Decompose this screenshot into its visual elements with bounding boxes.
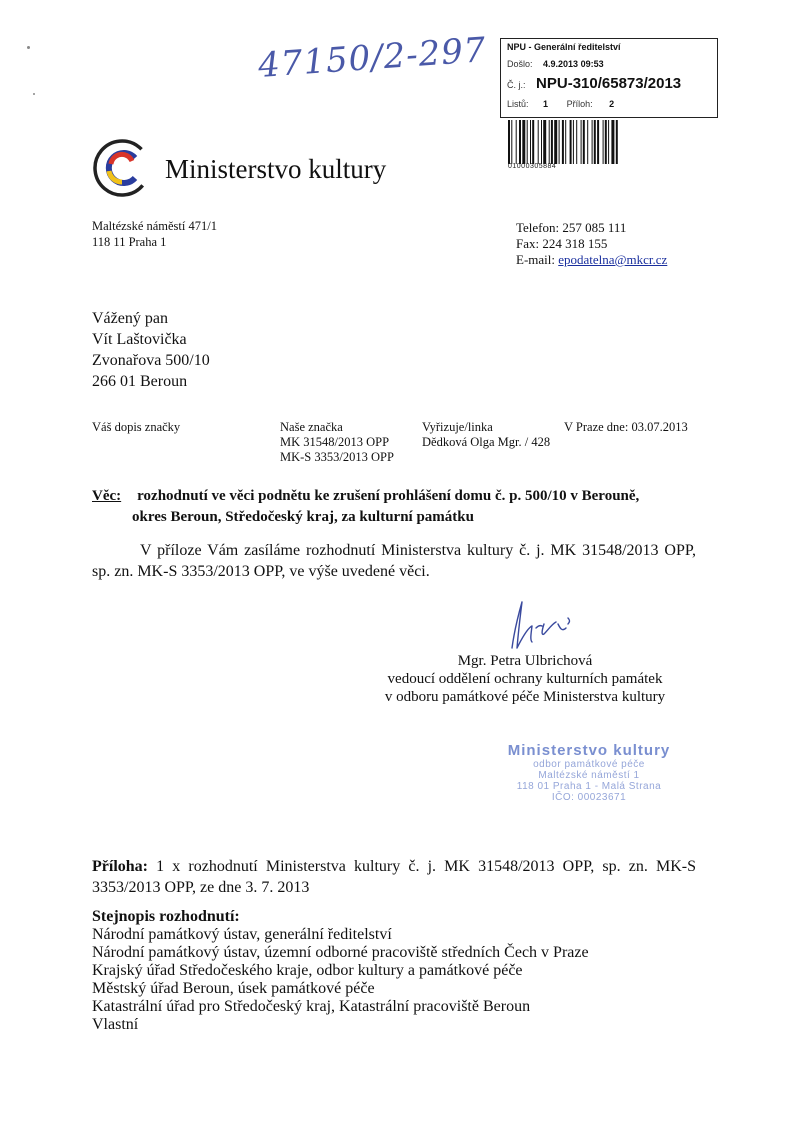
copies-heading: Stejnopis rozhodnutí: [92,908,240,925]
list-item: Národní památkový ústav, generální ředitelství [92,926,392,943]
body-text: V příloze Vám zasíláme rozhodnutí Ministerstva kultury č. j. MK 31548/2013 OPP, sp. zn. MK-S 3353/2013 OPP, ve výše uvedené věci. [92,542,696,580]
recipient-salutation: Vážený pan [92,310,168,327]
phone: Telefon: 257 085 111 [516,220,627,235]
stamp-sheets-label: Listů: [507,99,529,109]
stamp-attachments-value: 2 [609,99,615,109]
handwritten-reference-number: 47150/2-297 [256,30,488,86]
scan-speck [33,93,35,95]
stamp-organization: NPU - Generální ředitelství [507,42,621,52]
handler-value: Dědková Olga Mgr. / 428 [422,435,551,449]
handler-label: Vyřizuje/linka [422,420,493,434]
our-ref [280,420,394,465]
stamp-received-label: Došlo: [507,59,533,69]
office-stamp [484,742,694,803]
signer-title: v odboru památkové péče Ministerstva kultury [384,689,666,705]
email-link[interactable]: epodatelna@mkcr.cz [558,252,668,267]
scan-speck [27,46,30,49]
signer-name: Mgr. Petra Ulbrichová [457,653,593,669]
subject [92,486,639,528]
your-ref-label: Váš dopis značky [92,420,181,434]
subject-line: rozhodnutí ve věci podnětu ke zrušení prohlášení domu č. p. 500/10 v Berouně, [137,488,640,504]
list-item: Katastrální úřad pro Středočeský kraj, Katastrální pracoviště Beroun [92,998,531,1015]
barcode-number: 01000305884 [508,163,557,170]
our-ref-label: Naše značka [280,420,343,434]
attachment-text: 1 x rozhodnutí Ministerstva kultury č. j. MK 31548/2013 OPP, sp. zn. MK-S 3353/2013 OPP, ze dne 3. 7. 2013 [92,858,697,896]
stamp-counts-row [507,99,614,109]
office-stamp-line: IČO: 00023671 [551,792,627,803]
contact-info [516,220,667,268]
office-stamp-line: Maltézské náměstí 1 [538,770,640,781]
ministry-name: Ministerstvo kultury [165,154,387,184]
address-line: Maltézské náměstí 471/1 [92,219,217,233]
body-paragraph [92,540,696,582]
recipient-city: 266 01 Beroun [92,373,188,390]
handler [422,420,550,450]
stamp-sheets-value: 1 [543,99,549,109]
our-ref-value: MK-S 3353/2013 OPP [280,450,394,464]
stamp-received-row [507,59,604,69]
copies-list [92,908,589,1034]
ministry-logo-icon [92,138,152,198]
recipient-name: Vít Laštovička [92,331,187,348]
attachment-note [92,856,696,898]
handwritten-signature [498,598,588,656]
sender-address [92,218,217,250]
office-stamp-line: 118 01 Praha 1 - Malá Strana [516,781,662,792]
stamp-ref-label: Č. j.: [507,80,526,90]
registry-stamp [500,38,718,118]
office-stamp-line: odbor památkové péče [533,759,645,770]
list-item: Městský úřad Beroun, úsek památkové péče [92,980,375,997]
email-label: E-mail: [516,252,559,267]
stamp-attachments-label: Příloh: [566,99,593,109]
attachment-label: Příloha: [92,858,148,875]
address-line: 118 11 Praha 1 [92,235,167,249]
recipient-block [92,308,210,392]
list-item: Krajský úřad Středočeského kraje, odbor kultury a památkové péče [92,962,523,979]
recipient-street: Zvonařova 500/10 [92,352,210,369]
subject-label: Věc: [92,488,122,504]
list-item: Národní památkový ústav, územní odborné pracoviště středních Čech v Praze [92,944,589,961]
stamp-ref-value: NPU-310/65873/2013 [536,75,682,92]
signer-block [376,652,674,706]
our-ref-value: MK 31548/2013 OPP [280,435,390,449]
stamp-ref-row [507,75,681,92]
email-row [516,252,667,268]
office-stamp-title: Ministerstvo kultury [507,742,671,759]
stamp-received-value: 4.9.2013 09:53 [543,59,604,69]
signer-title: vedoucí oddělení ochrany kulturních památek [387,671,663,687]
fax: Fax: 224 318 155 [516,236,608,251]
barcode [508,120,716,164]
list-item: Vlastní [92,1016,139,1033]
letter-date: V Praze dne: 03.07.2013 [564,420,688,434]
subject-line: okres Beroun, Středočeský kraj, za kulturní památku [132,509,474,525]
